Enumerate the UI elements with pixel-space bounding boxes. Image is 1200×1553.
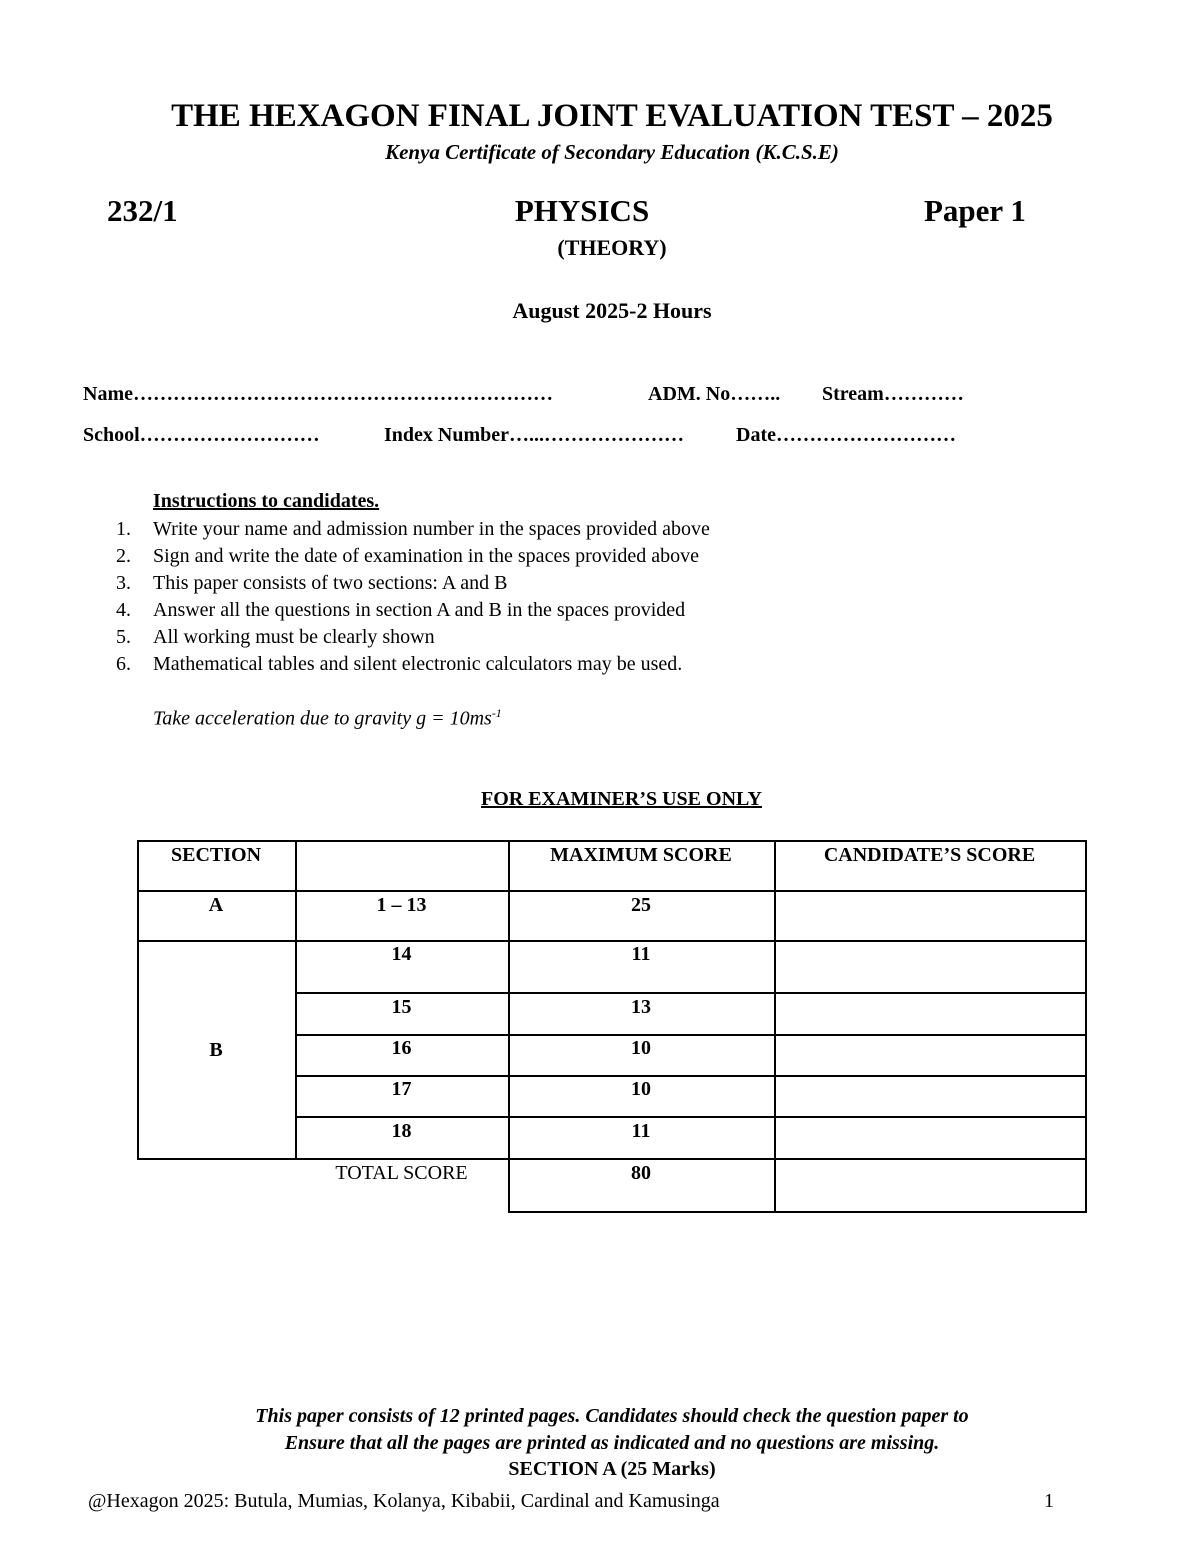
header-candidate-score: CANDIDATE’S SCORE [823, 844, 1036, 866]
question-number: 14 [391, 943, 412, 965]
subject-name: PHYSICS [514, 193, 650, 228]
page-number: 1 [1044, 1490, 1054, 1512]
question-number: 16 [391, 1037, 412, 1059]
footnote-line-2: Ensure that all the pages are printed as indicated and no questions are missing. [284, 1432, 940, 1454]
instruction-item: 2. Sign and write the date of examination in the spaces provided above [116, 545, 699, 567]
max-score: 10 [631, 1078, 651, 1100]
question-number: 17 [391, 1078, 412, 1100]
max-score: 13 [631, 996, 651, 1018]
score-table [137, 840, 1087, 1214]
name-field[interactable]: Name……………………………………………………… [83, 383, 553, 405]
exam-date-duration: August 2025-2 Hours [512, 298, 712, 323]
school-field[interactable]: School……………………… [83, 424, 320, 446]
question-number: 15 [391, 996, 412, 1018]
index-number-field[interactable]: Index Number…...………………… [384, 424, 685, 446]
section-b-label: B [209, 1039, 223, 1061]
footer-text: @Hexagon 2025: Butula, Mumias, Kolanya, Kibabii, Cardinal and Kamusinga [88, 1490, 720, 1512]
instruction-item: 3. This paper consists of two sections: A and B [116, 572, 508, 594]
exam-subtitle: Kenya Certificate of Secondary Education (K.C.S.E) [385, 140, 839, 164]
total-score-label: TOTAL SCORE [335, 1162, 468, 1184]
instructions-list [116, 516, 710, 678]
instruction-item: 4. Answer all the questions in section A and B in the spaces provided [116, 599, 686, 621]
question-range: 1 – 13 [376, 894, 427, 916]
max-score: 25 [631, 894, 651, 916]
instruction-item: 1. Write your name and admission number in the spaces provided above [116, 518, 710, 540]
exam-title: THE HEXAGON FINAL JOINT EVALUATION TEST – 2025 [171, 98, 1053, 134]
instructions-heading: Instructions to candidates. [153, 490, 380, 512]
footnote-line-1: This paper consists of 12 printed pages. Candidates should check the question paper to [255, 1405, 969, 1427]
paper-type: (THEORY) [557, 235, 667, 260]
examiner-heading: FOR EXAMINER’S USE ONLY [481, 788, 762, 810]
max-score: 11 [631, 943, 651, 965]
adm-number-field[interactable]: ADM. No…….. [648, 383, 781, 405]
section-a-heading: SECTION A (25 Marks) [508, 1458, 716, 1480]
header-section: SECTION [170, 844, 262, 866]
question-number: 18 [391, 1120, 412, 1142]
paper-code: 232/1 [107, 193, 178, 228]
instruction-item: 5. All working must be clearly shown [116, 626, 435, 648]
total-max-score: 80 [631, 1162, 651, 1184]
header-max-score: MAXIMUM SCORE [550, 844, 732, 866]
gravity-note: Take acceleration due to gravity $g = 10ms^{-1}$ [153, 706, 502, 730]
section-a-label: A [208, 894, 224, 916]
max-score: 11 [631, 1120, 651, 1142]
date-field[interactable]: Date……………………… [736, 424, 956, 446]
paper-number: Paper 1 [924, 193, 1026, 228]
stream-field[interactable]: Stream………… [822, 383, 964, 405]
instruction-item: 6. Mathematical tables and silent electronic calculators may be used. [116, 653, 683, 675]
max-score: 10 [631, 1037, 651, 1059]
